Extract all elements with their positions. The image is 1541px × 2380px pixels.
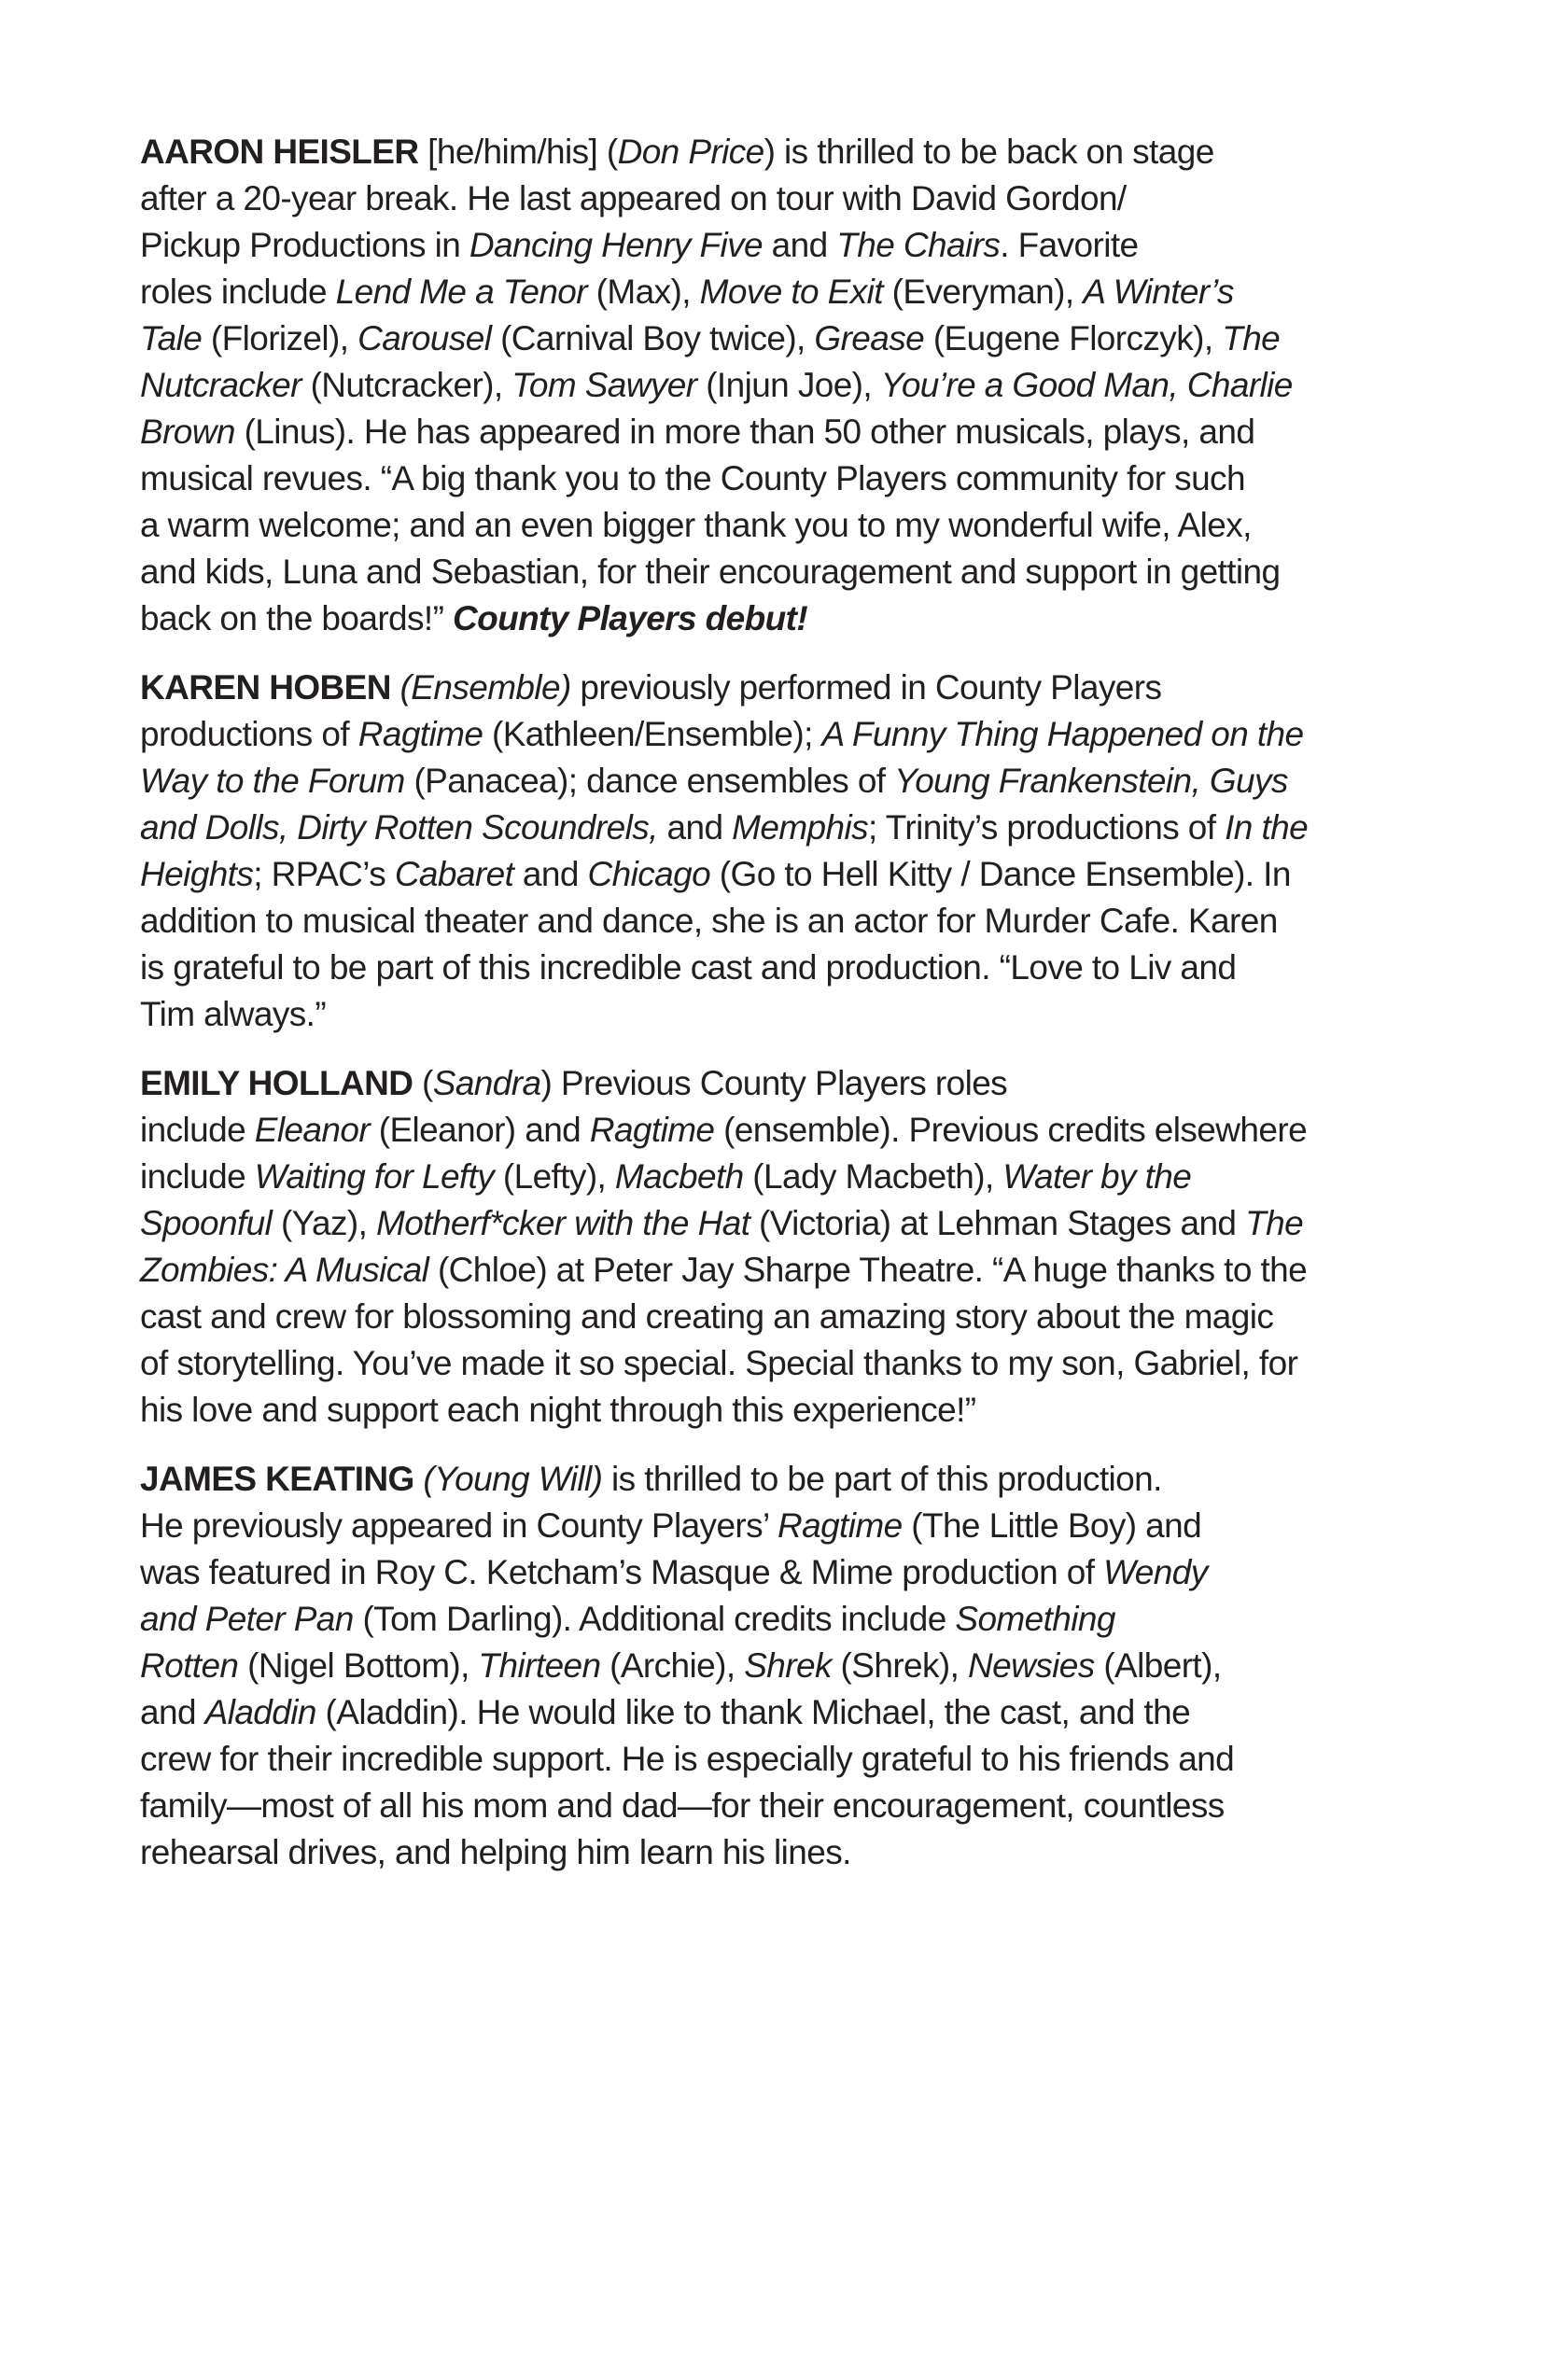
bio-text: addition to musical theater and dance, she is an actor for Murder Cafe. Karen <box>140 902 1278 940</box>
bio-text: (Max), <box>587 273 700 311</box>
bio-text: and <box>657 808 733 847</box>
bio-line <box>140 502 1409 549</box>
bio-line <box>140 409 1409 455</box>
bio-line <box>140 1107 1409 1154</box>
bio-text: (Lefty), <box>494 1157 615 1196</box>
bio-line <box>140 1596 1409 1643</box>
bio-text: (Eugene Florczyk), <box>924 319 1223 357</box>
bio-text: of storytelling. You’ve made it so special. Special thanks to my son, Gabriel, for <box>140 1344 1298 1382</box>
performer-name: JAMES KEATING <box>140 1460 414 1498</box>
bio-text: (Archie), <box>600 1646 745 1685</box>
bio-text: productions of <box>140 715 358 753</box>
bio-line <box>140 945 1409 991</box>
bio-text: (The Little Boy) and <box>902 1506 1202 1545</box>
bio-text: back on the boards!” <box>140 599 453 637</box>
bio-text: (Linus). He has appeared in more than 50 other musicals, plays, and <box>234 413 1255 451</box>
bio-aaron-heisler <box>140 129 1409 642</box>
italic-title: The <box>1222 319 1281 357</box>
bio-text: . Favorite <box>1000 226 1139 264</box>
bio-line <box>140 1200 1409 1247</box>
italic-title: Tale <box>140 319 203 357</box>
italic-title: and Peter Pan <box>140 1600 354 1638</box>
italic-title: Don Price <box>617 133 764 171</box>
italic-title: Aladdin <box>204 1693 316 1731</box>
bio-text: (Everyman), <box>882 273 1084 311</box>
italic-title: Eleanor <box>254 1111 371 1149</box>
bio-line <box>140 1643 1409 1689</box>
bio-text: and <box>513 855 588 893</box>
italic-title: Dancing Henry Five <box>469 226 763 264</box>
italic-title: Wendy <box>1103 1553 1208 1591</box>
italic-title: Thirteen <box>478 1646 601 1685</box>
bio-line <box>140 1829 1409 1876</box>
italic-title: Shrek <box>744 1646 832 1685</box>
bio-line <box>140 1294 1409 1340</box>
bio-text: (Kathleen/Ensemble); <box>483 715 822 753</box>
bio-text: ) Previous County Players roles <box>540 1064 1008 1102</box>
italic-title: A Winter’s <box>1083 273 1234 311</box>
bio-line <box>140 1783 1409 1829</box>
italic-title: You’re a Good Man, Charlie <box>880 366 1293 404</box>
italic-title: Spoonful <box>140 1204 273 1242</box>
italic-title: and Dolls, Dirty Rotten Scoundrels, <box>140 808 658 847</box>
italic-title: Something <box>955 1600 1115 1638</box>
performer-name: KAREN HOBEN <box>140 668 391 707</box>
bio-line <box>140 805 1409 851</box>
bio-line <box>140 851 1409 898</box>
bio-text: (Carnival Boy twice), <box>491 319 815 357</box>
bio-line <box>140 549 1409 595</box>
bio-text: Tim always.” <box>140 995 327 1033</box>
italic-title: Ragtime <box>357 715 483 753</box>
bio-line <box>140 898 1409 945</box>
italic-title: The Chairs <box>836 226 1001 264</box>
italic-title: (Young Will) <box>423 1460 603 1498</box>
bio-text: cast and crew for blossoming and creating an amazing story about the magic <box>140 1297 1274 1336</box>
bio-line <box>140 758 1409 805</box>
bio-line <box>140 315 1409 362</box>
bio-text: (Go to Hell Kitty / Dance Ensemble). In <box>710 855 1291 893</box>
bio-text: and <box>763 226 837 264</box>
bio-text: (Florizel), <box>202 319 358 357</box>
bio-line <box>140 1247 1409 1294</box>
program-bios-page <box>140 129 1409 1898</box>
italic-title: Sandra <box>432 1064 541 1102</box>
bio-emily-holland <box>140 1060 1409 1434</box>
bio-text: crew for their incredible support. He is especially grateful to his friends and <box>140 1740 1235 1778</box>
bio-text: (Yaz), <box>272 1204 376 1242</box>
bio-line <box>140 1736 1409 1783</box>
italic-title: Grease <box>814 319 925 357</box>
performer-name: EMILY HOLLAND <box>140 1064 413 1102</box>
italic-title: Ragtime <box>777 1506 903 1545</box>
bio-text: is grateful to be part of this incredible cast and production. “Love to Liv and <box>140 948 1237 987</box>
italic-title: Tom Sawyer <box>511 366 697 404</box>
italic-title: Motherf*cker with the Hat <box>375 1204 750 1242</box>
bio-text: a warm welcome; and an even bigger thank you to my wonderful wife, Alex, <box>140 506 1252 544</box>
bio-text: (Lady Macbeth), <box>743 1157 1003 1196</box>
bio-line <box>140 595 1409 642</box>
bio-line <box>140 1549 1409 1596</box>
bio-line <box>140 222 1409 269</box>
bio-james-keating <box>140 1456 1409 1876</box>
bio-text <box>391 668 400 707</box>
italic-title: Chicago <box>587 855 711 893</box>
bio-text: ; RPAC’s <box>253 855 395 893</box>
italic-title: In the <box>1225 808 1309 847</box>
bio-text: ( <box>413 1064 433 1102</box>
bio-line <box>140 665 1409 711</box>
bio-line <box>140 991 1409 1038</box>
bio-text: (Tom Darling). Additional credits include <box>353 1600 956 1638</box>
bio-line <box>140 129 1409 175</box>
bio-text: and <box>140 1693 205 1731</box>
bio-text: (Aladdin). He would like to thank Michael, the cast, and the <box>315 1693 1191 1731</box>
bio-text: was featured in Roy C. Ketcham’s Masque & Mime production of <box>140 1553 1104 1591</box>
bio-line <box>140 1154 1409 1200</box>
italic-title: Move to Exit <box>699 273 883 311</box>
italic-title: Memphis <box>732 808 869 847</box>
bio-text: his love and support each night through this experience!” <box>140 1391 976 1429</box>
bio-text: (Injun Joe), <box>696 366 881 404</box>
italic-title: Zombies: A Musical <box>140 1251 429 1289</box>
italic-title: Brown <box>140 413 235 451</box>
italic-title: Macbeth <box>614 1157 744 1196</box>
bio-line <box>140 362 1409 409</box>
bio-text: family—most of all his mom and dad—for their encouragement, countless <box>140 1786 1225 1825</box>
bio-text: (Eleanor) and <box>370 1111 590 1149</box>
bio-line <box>140 455 1409 502</box>
bio-text: [he/him/his] ( <box>418 133 618 171</box>
italic-title: Waiting for Lefty <box>254 1157 495 1196</box>
italic-title: Newsies <box>968 1646 1095 1685</box>
bio-text: (Panacea); dance ensembles of <box>404 762 895 800</box>
bio-text: include <box>140 1111 255 1149</box>
italic-title: Carousel <box>357 319 492 357</box>
italic-title: Lend Me a Tenor <box>335 273 587 311</box>
bio-text: include <box>140 1157 255 1196</box>
bio-text: after a 20-year break. He last appeared on tour with David Gordon/ <box>140 179 1127 217</box>
bio-text: musical revues. “A big thank you to the County Players community for such <box>140 459 1245 497</box>
italic-title: (Ensemble) <box>399 668 571 707</box>
italic-title: Cabaret <box>394 855 514 893</box>
bio-line <box>140 269 1409 315</box>
bio-text <box>414 1460 424 1498</box>
italic-title: Rotten <box>140 1646 239 1685</box>
bio-line <box>140 1340 1409 1387</box>
bio-line <box>140 711 1409 758</box>
italic-title: Young Frankenstein, Guys <box>894 762 1288 800</box>
bio-text: (Albert), <box>1094 1646 1222 1685</box>
bio-text: (ensemble). Previous credits elsewhere <box>714 1111 1308 1149</box>
italic-title: Ragtime <box>589 1111 715 1149</box>
debut-note: County Players debut! <box>453 599 808 637</box>
bio-line <box>140 1387 1409 1434</box>
bio-text: (Chloe) at Peter Jay Sharpe Theatre. “A huge thanks to the <box>428 1251 1308 1289</box>
performer-name: AARON HEISLER <box>140 133 419 171</box>
italic-title: Heights <box>140 855 254 893</box>
bio-text: He previously appeared in County Players’ <box>140 1506 778 1545</box>
bio-line <box>140 1456 1409 1503</box>
bio-text: and kids, Luna and Sebastian, for their encouragement and support in getting <box>140 553 1281 591</box>
bio-text: is thrilled to be part of this production. <box>602 1460 1162 1498</box>
bio-text: Pickup Productions in <box>140 226 469 264</box>
bio-text: (Nutcracker), <box>301 366 512 404</box>
bio-text: previously performed in County Players <box>570 668 1162 707</box>
italic-title: The <box>1245 1204 1304 1242</box>
italic-title: A Funny Thing Happened on the <box>821 715 1304 753</box>
bio-line <box>140 175 1409 222</box>
bio-karen-hoben <box>140 665 1409 1038</box>
bio-text: (Shrek), <box>831 1646 969 1685</box>
bio-line <box>140 1689 1409 1736</box>
bio-text: (Nigel Bottom), <box>238 1646 479 1685</box>
bio-text: rehearsal drives, and helping him learn his lines. <box>140 1833 851 1871</box>
bio-line <box>140 1060 1409 1107</box>
italic-title: Water by the <box>1002 1157 1192 1196</box>
bio-text: (Victoria) at Lehman Stages and <box>749 1204 1246 1242</box>
bio-text: ; Trinity’s productions of <box>868 808 1226 847</box>
bio-line <box>140 1503 1409 1549</box>
italic-title: Nutcracker <box>140 366 301 404</box>
bio-text: ) is thrilled to be back on stage <box>763 133 1214 171</box>
bio-text: roles include <box>140 273 336 311</box>
italic-title: Way to the Forum <box>140 762 405 800</box>
